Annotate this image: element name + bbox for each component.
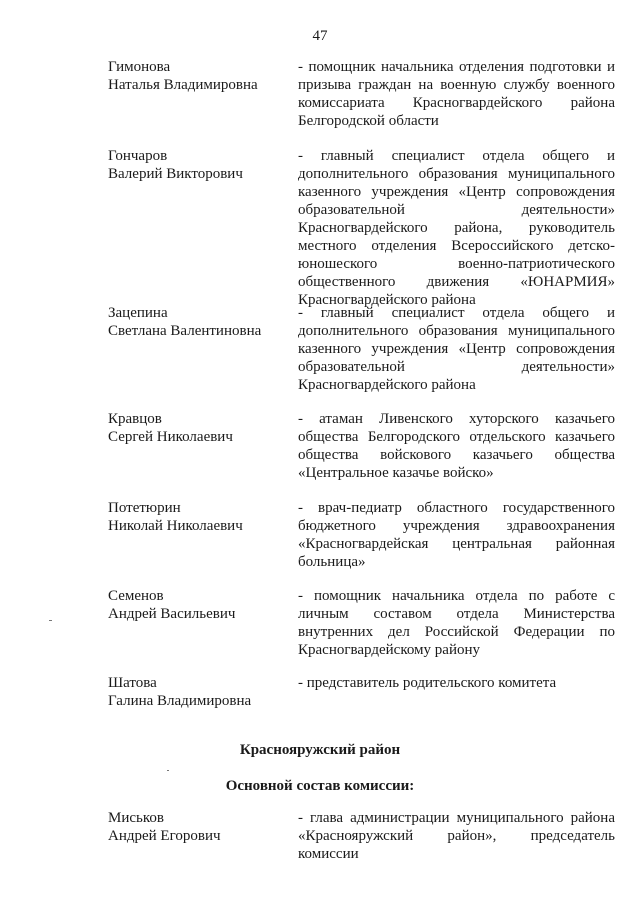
member-role: - помощник начальника отделения подготовки и призыва граждан на военную службу военного комиссариата Красногвардейского района Белгородской области [298,59,615,129]
member-role: - помощник начальника отдела по работе с личным составом отдела Министерства внутренних дел Российской Федерации по Красногвардейскому району [298,588,615,658]
member-name: Потетюрин Николай Николаевич [108,500,243,534]
member-name: Гимонова Наталья Владимировна [108,59,258,93]
member-name: Гончаров Валерий Викторович [108,148,243,182]
member-role: - глава администрации муниципального района «Краснояружский район», председатель комиссии [298,810,615,862]
member-name: Зацепина Светлана Валентиновна [108,305,262,339]
district-heading: Краснояружский район [239,742,401,758]
scan-speck [167,770,169,771]
scan-speck [49,620,52,621]
member-role: - главный специалист отдела общего и дополнительного образования муниципального казенного учреждения «Центр сопровождения образовательной деятельности» Красногвардейского района, руководитель местного отделения Всероссийского детско-юношеского военно-патриотического общественного движения «ЮНАРМИЯ» Красногвардейского района [298,148,615,308]
member-role: - главный специалист отдела общего и дополнительного образования муниципального казенного учреждения «Центр сопровождения образовательной деятельности» Красногвардейского района [298,305,615,393]
composition-heading: Основной состав комиссии: [225,778,415,794]
page-number: 47 [312,28,328,44]
member-role: - представитель родительского комитета [298,675,557,691]
member-role: - врач-педиатр областного государственного бюджетного учреждения здравоохранения «Красногвардейская центральная районная больница» [298,500,615,570]
member-name: Миськов Андрей Егорович [108,810,221,844]
member-name: Кравцов Сергей Николаевич [108,411,233,445]
member-name: Семенов Андрей Васильевич [108,588,236,622]
member-role: - атаман Ливенского хуторского казачьего общества Белгородского отдельского казачьего общества войскового казачьего общества «Центральное казачье войско» [298,411,615,481]
member-name: Шатова Галина Владимировна [108,675,252,709]
